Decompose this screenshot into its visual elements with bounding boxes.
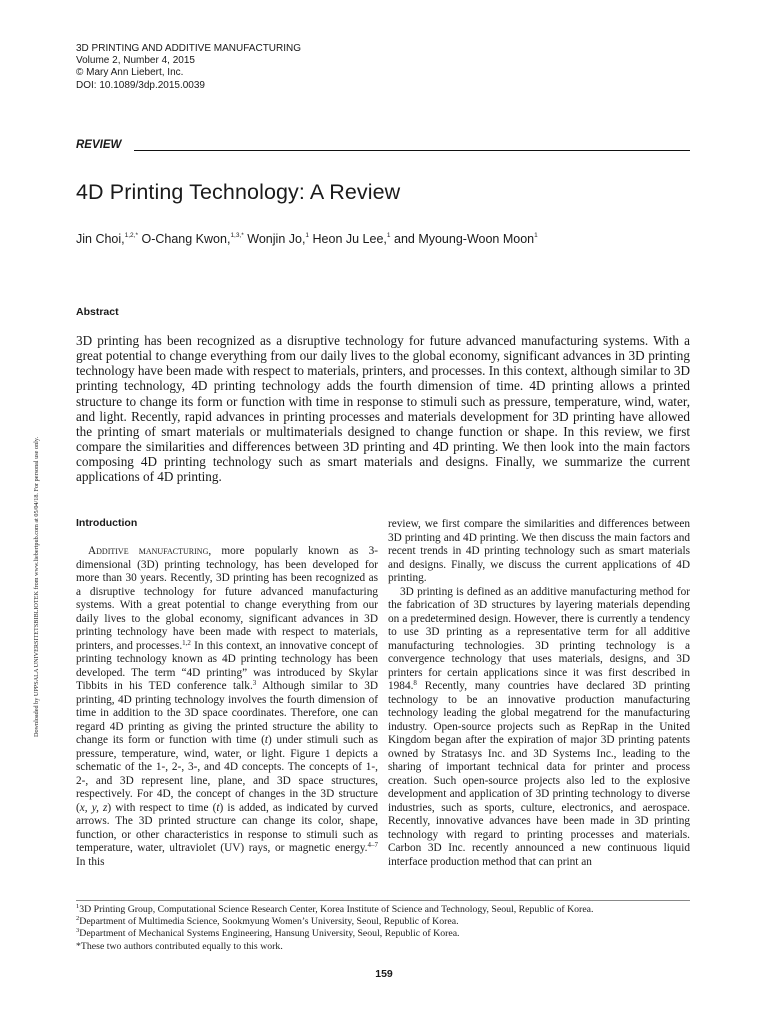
author-list — [76, 232, 538, 246]
journal-header — [76, 43, 301, 92]
body-paragraph: review, we first compare the similarities and differences between 3D printing and 4D printing. We then discuss the main factors and recent trends in 4D printing technology such as smart materials and designs. Finally, we discuss the current applications of 4D printing. — [388, 518, 690, 584]
footnote — [76, 941, 593, 953]
citation-ref[interactable]: 8 — [413, 679, 417, 687]
author[interactable] — [244, 232, 309, 246]
footnote-marker: 2 — [76, 915, 80, 923]
author-affiliation: 1,3,* — [230, 232, 244, 239]
author-affiliation: 1 — [386, 232, 391, 239]
citation-ref[interactable]: 3 — [252, 679, 257, 687]
footnote — [76, 928, 593, 940]
math-variable: t — [264, 734, 268, 746]
introduction-heading: Introduction — [76, 517, 138, 529]
body-text: ) with respect to time ( — [107, 801, 217, 814]
author-name: Heon Ju Lee, — [309, 232, 387, 246]
article-title: 4D Printing Technology: A Review — [76, 180, 401, 204]
author[interactable] — [76, 232, 138, 246]
section-rule — [134, 150, 690, 151]
abstract-text: 3D printing has been recognized as a disruptive technology for future advanced manufacturing systems. With a great potential to change everything from our daily lives to the global economy, significant advances in 3D printing technology have been made with respect to materials, printers, and processes. In this context, although similar to 3D printing technology, 4D printing technology adds the fourth dimension of time. 4D printing allows a printed structure to change its form or function with time in response to stimuli such as pressure, temperature, wind, water, and light. Recently, rapid advances in printing processes and materials development for 3D printing have allowed the printing of smart materials or multimaterials designed to change function or shape. In this review, we first compare the similarities and differences between 3D printing and 4D printing. We then look into the main factors composing 4D printing technology such as smart materials and designs. Finally, we summarize the current applications of 4D printing. — [76, 333, 690, 485]
author-affiliation: 1 — [534, 232, 538, 239]
right-column — [388, 518, 690, 869]
download-watermark: Downloaded by UPPSALA UNIVERSITETSBIBLIOTEK from www.liebertpub.com at 05/04/18. For personal use only. — [33, 436, 40, 737]
body-text: In this context, an innovative concept of printing technology known as 4D printing technology has been developed. The term “4D printing” was introduced by Skylar Tibbits in his TED conference talk. — [76, 639, 378, 692]
journal-name: 3D PRINTING AND ADDITIVE MANUFACTURING — [76, 43, 302, 54]
footnote-marker: 3 — [76, 927, 80, 935]
body-paragraph — [76, 545, 378, 869]
lead-in-text: Additive manufacturing — [88, 545, 209, 557]
body-text: Although similar to 3D printing, 4D printing technology involves the fourth dimension of time in addition to the 3D space coordinates. Therefore, one can regard 4D printing as giving the printed structure the ability to change its form or function with time ( — [76, 680, 379, 746]
footnote-divider — [76, 900, 690, 901]
left-column — [76, 545, 378, 869]
body-text: , more popularly known as 3-dimensional (3D) printing technology, has been developed for more than 30 years. Recently, 3D printing has been recognized as a disruptive technology for future advanced manufacturing systems. With a great potential to change everything from our daily lives to the global economy, significant advances in 3D printing technology have been made with respect to materials, printers, and processes. — [76, 545, 378, 652]
journal-doi[interactable]: DOI: 10.1089/3dp.2015.0039 — [76, 79, 205, 91]
body-text: ) is added, as indicated by curved arrows. The 3D printed structure can change its color, shape, function, or other characteristics in response to stimuli such as temperature, water, ultraviolet (UV) rays, or magnetic energy. — [76, 801, 378, 854]
journal-copyright: © Mary Ann Liebert, Inc. — [76, 67, 184, 79]
footnote-text: *These two authors contributed equally to this work. — [76, 940, 283, 952]
footnote-text: 3D Printing Group, Computational Science Research Center, Korea Institute of Science and Technology, Seoul, Republic of Korea. — [79, 904, 594, 915]
author-affiliation: 1,2,* — [124, 232, 139, 239]
footnote — [76, 904, 593, 916]
body-paragraph — [388, 586, 690, 870]
math-variable: t — [216, 801, 220, 814]
author-name: O-Chang Kwon, — [138, 232, 231, 246]
math-variable: x, y, z — [79, 801, 108, 814]
footnote-text: Department of Mechanical Systems Engineering, Hansung University, Seoul, Republic of Korea. — [79, 928, 460, 940]
body-text: In this — [76, 855, 105, 868]
abstract-heading: Abstract — [76, 306, 119, 318]
body-text: Recently, many countries have declared 3D printing technology to be an innovative production manufacturing technology leading the global megatrend for the manufacturing industry. Open-source projects such as RepRap in the United Kingdom began after the expiration of major 3D printing patents owned by Stratasys Inc. and 3D Systems Inc., leading to the sharing of important technical data for printer and process creation. Such open-source projects also led to the explosive development and application of 3D printing technology to diverse industries, such as sports, culture, electronics, and aerospace. Recently, innovative advances have been made in 3D printing technology with regard to printing processes and materials. Carbon 3D Inc. recently announced a new continuous liquid interface production method that can print an — [388, 680, 690, 868]
footnote — [76, 916, 593, 928]
author-affiliation: 1 — [305, 232, 310, 239]
section-header — [76, 139, 690, 155]
body-text: 3D printing is defined as an additive manufacturing method for the fabrication of 3D structures by layering materials depending on a predetermined design. However, there is currently a tendency to use 3D printing as a representative term for all additive manufacturing technologies. 3D printing technology is a convergence technology that uses materials, designs, and 3D printers for certain applications since it was first described in 1984. — [388, 585, 690, 692]
footnote-marker: 1 — [76, 903, 80, 910]
author[interactable] — [138, 232, 244, 246]
citation-ref[interactable]: 4–7 — [367, 841, 378, 849]
author-name: and Myoung-Woon Moon — [390, 232, 535, 246]
journal-volume: Volume 2, Number 4, 2015 — [76, 55, 195, 67]
author[interactable] — [309, 232, 390, 246]
section-label: REVIEW — [76, 139, 122, 151]
body-text: ) under stimuli such as pressure, temperature, wind, water, or light. Figure 1 depicts a schematic of the 1-, 2-, 3-, and 4D concepts. The concepts of 1-, 2-, and 3D represent line, plane, and 3D space structures, respectively. For 4D, the concept of changes in the 3D structure ( — [76, 734, 378, 814]
footnote-text: Department of Multimedia Science, Sookmyung Women’s University, Seoul, Republic of Korea. — [79, 916, 459, 928]
author-name: Wonjin Jo, — [243, 232, 306, 246]
citation-ref[interactable]: 1,2 — [182, 638, 191, 647]
footnotes — [76, 904, 593, 953]
author-name: Jin Choi, — [76, 232, 125, 246]
author[interactable] — [391, 232, 538, 246]
page-number: 159 — [375, 968, 393, 980]
